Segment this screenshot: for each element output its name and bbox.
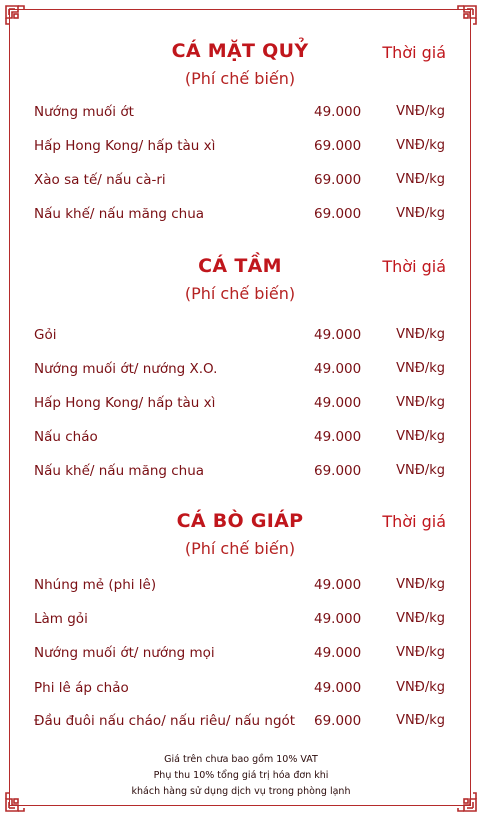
section-title: CÁ MẶT QUỶ — [171, 40, 309, 62]
section-title: CÁ TẦM — [198, 255, 282, 277]
price-label: Thời giá — [382, 512, 446, 531]
item-name: Nướng muối ớt/ nướng mọi — [34, 645, 215, 661]
item-unit: VNĐ/kg — [396, 463, 445, 478]
item-unit: VNĐ/kg — [396, 104, 445, 119]
item-name: Phi lê áp chảo — [34, 680, 129, 696]
menu-item — [0, 361, 482, 381]
item-unit: VNĐ/kg — [396, 395, 445, 410]
menu-item — [0, 577, 482, 597]
price-label: Thời giá — [382, 43, 446, 62]
item-price: 69.000 — [314, 463, 362, 479]
item-name: Nướng muối ớt/ nướng X.O. — [34, 361, 218, 377]
item-name: Nấu khế/ nấu măng chua — [34, 206, 205, 222]
item-price: 49.000 — [314, 611, 362, 627]
item-name: Gỏi — [34, 327, 57, 343]
item-price: 69.000 — [314, 172, 362, 188]
item-price: 49.000 — [314, 577, 362, 593]
menu-item — [0, 206, 482, 226]
item-name: Nướng muối ớt — [34, 104, 134, 120]
footer-note — [0, 752, 482, 800]
item-price: 69.000 — [314, 138, 362, 154]
item-name: Xào sa tế/ nấu cà-ri — [34, 172, 166, 188]
footer-surcharge-note: Phụ thu 10% tổng giá trị hóa đơn khi — [153, 770, 329, 781]
item-name: Nấu khế/ nấu măng chua — [34, 463, 205, 479]
item-unit: VNĐ/kg — [396, 713, 445, 728]
item-price: 49.000 — [314, 361, 362, 377]
footer-vat-note: Giá trên chưa bao gồm 10% VAT — [164, 754, 318, 765]
item-name: Làm gỏi — [34, 611, 88, 627]
item-unit: VNĐ/kg — [396, 429, 445, 444]
menu-item — [0, 713, 482, 733]
section-subtitle: (Phí chế biến) — [184, 284, 296, 303]
item-price: 49.000 — [314, 327, 362, 343]
item-name: Nấu cháo — [34, 429, 98, 445]
section-subtitle: (Phí chế biến) — [184, 539, 296, 558]
menu-item — [0, 327, 482, 347]
menu-item — [0, 395, 482, 415]
menu-item — [0, 680, 482, 700]
item-name: Hấp Hong Kong/ hấp tàu xì — [34, 138, 216, 154]
menu-item — [0, 172, 482, 192]
section-title: CÁ BÒ GIÁP — [176, 510, 304, 532]
item-unit: VNĐ/kg — [396, 611, 445, 626]
item-unit: VNĐ/kg — [396, 361, 445, 376]
corner-ornament-icon — [4, 4, 32, 32]
item-unit: VNĐ/kg — [396, 172, 445, 187]
item-unit: VNĐ/kg — [396, 680, 445, 695]
item-unit: VNĐ/kg — [396, 327, 445, 342]
item-name: Nhúng mẻ (phi lê) — [34, 577, 157, 593]
section-subtitle: (Phí chế biến) — [184, 69, 296, 88]
menu-item — [0, 138, 482, 158]
menu-item — [0, 429, 482, 449]
item-price: 49.000 — [314, 680, 362, 696]
item-name: Đầu đuôi nấu cháo/ nấu riêu/ nấu ngót — [34, 713, 296, 729]
item-unit: VNĐ/kg — [396, 138, 445, 153]
item-price: 49.000 — [314, 429, 362, 445]
menu-item — [0, 645, 482, 665]
item-unit: VNĐ/kg — [396, 645, 445, 660]
item-unit: VNĐ/kg — [396, 577, 445, 592]
item-unit: VNĐ/kg — [396, 206, 445, 221]
item-price: 49.000 — [314, 395, 362, 411]
item-price: 69.000 — [314, 713, 362, 729]
footer-surcharge-note-2: khách hàng sử dụng dịch vụ trong phòng lạnh — [131, 786, 351, 797]
item-price: 49.000 — [314, 104, 362, 120]
item-price: 49.000 — [314, 645, 362, 661]
item-name: Hấp Hong Kong/ hấp tàu xì — [34, 395, 216, 411]
menu-item — [0, 104, 482, 124]
menu-item — [0, 611, 482, 631]
item-price: 69.000 — [314, 206, 362, 222]
price-label: Thời giá — [382, 257, 446, 276]
menu-item — [0, 463, 482, 483]
corner-ornament-icon — [450, 4, 478, 32]
